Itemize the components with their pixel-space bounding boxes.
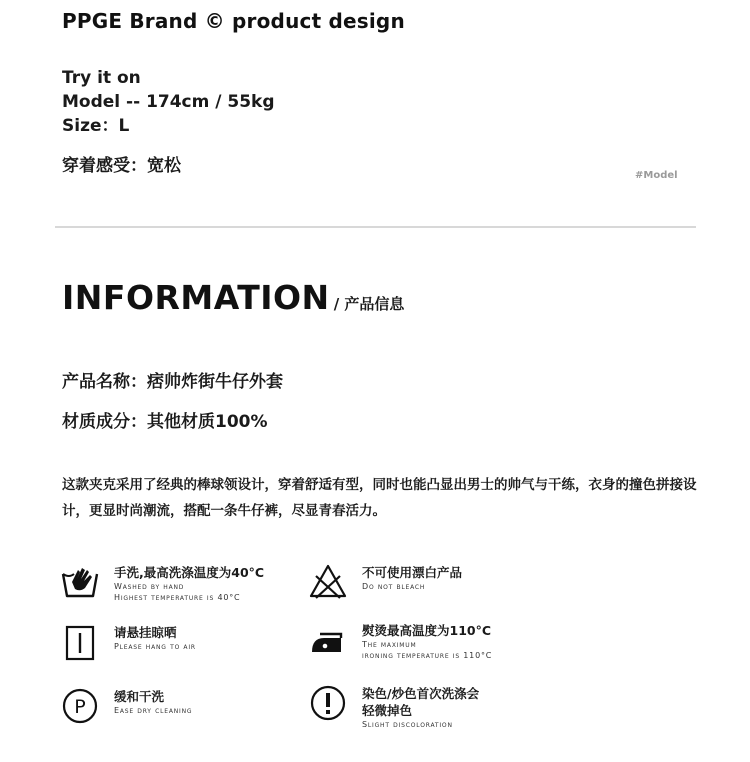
hand-wash-icon (60, 562, 100, 602)
fit-feel: 穿着感受：宽松 (62, 156, 181, 176)
care-en: The maximum (362, 640, 417, 649)
care-cn: 熨烫最高温度为110°C (362, 623, 492, 638)
care-cn: 缓和干洗 (114, 689, 165, 704)
care-en: Ease dry cleaning (114, 706, 193, 715)
information-title: INFORMATION (62, 278, 330, 317)
try-on-title: Try it on (62, 68, 141, 88)
model-measurements: Model -- 174cm / 55kg (62, 92, 275, 112)
dry-clean-icon (60, 686, 100, 726)
product-description: 这款夹克采用了经典的棒球领设计，穿着舒适有型，同时也能凸显出男士的帅气与干练，衣身的撞色拼接设计，更显时尚潮流，搭配一条牛仔裤，尽显青春活力。 (62, 477, 697, 519)
product-name: 产品名称：痞帅炸街牛仔外套 (62, 372, 283, 392)
care-cn: 手洗,最高洗涤温度为40°C (114, 565, 265, 580)
information-heading (62, 278, 404, 317)
care-item-iron (308, 620, 492, 661)
hang-dry-icon (60, 622, 100, 662)
care-en: Do not bleach (362, 582, 426, 591)
care-item-hand-wash (60, 562, 264, 603)
section-divider (55, 226, 696, 228)
care-item-hang-dry (60, 622, 196, 662)
svg-text:P: P (74, 696, 86, 718)
care-item-no-bleach (308, 562, 462, 602)
brand-title: PPGE Brand © product design (62, 9, 405, 33)
no-bleach-icon (308, 562, 348, 602)
size-label: Size：L (62, 116, 130, 136)
care-en: Highest temperature is 40°C (114, 593, 241, 602)
care-cn: 染色/炒色首次洗涤会 (362, 686, 480, 701)
care-item-dry-clean (60, 686, 192, 726)
care-cn: 轻微掉色 (362, 703, 413, 718)
information-subtitle: / 产品信息 (333, 295, 405, 313)
try-on-block (62, 66, 275, 138)
care-en: Please hang to air (114, 642, 196, 651)
care-item-discoloration (308, 683, 479, 730)
care-en: Washed by hand (114, 582, 185, 591)
care-en: Slight discoloration (362, 720, 453, 729)
discoloration-warning-icon (308, 683, 348, 723)
care-en: ironing temperature is 110°C (362, 651, 493, 660)
model-tag: #Model (635, 170, 678, 181)
product-material: 材质成分：其他材质100% (62, 412, 268, 432)
care-cn: 不可使用漂白产品 (362, 565, 463, 580)
iron-icon (308, 620, 348, 660)
care-cn: 请悬挂晾晒 (114, 625, 177, 640)
